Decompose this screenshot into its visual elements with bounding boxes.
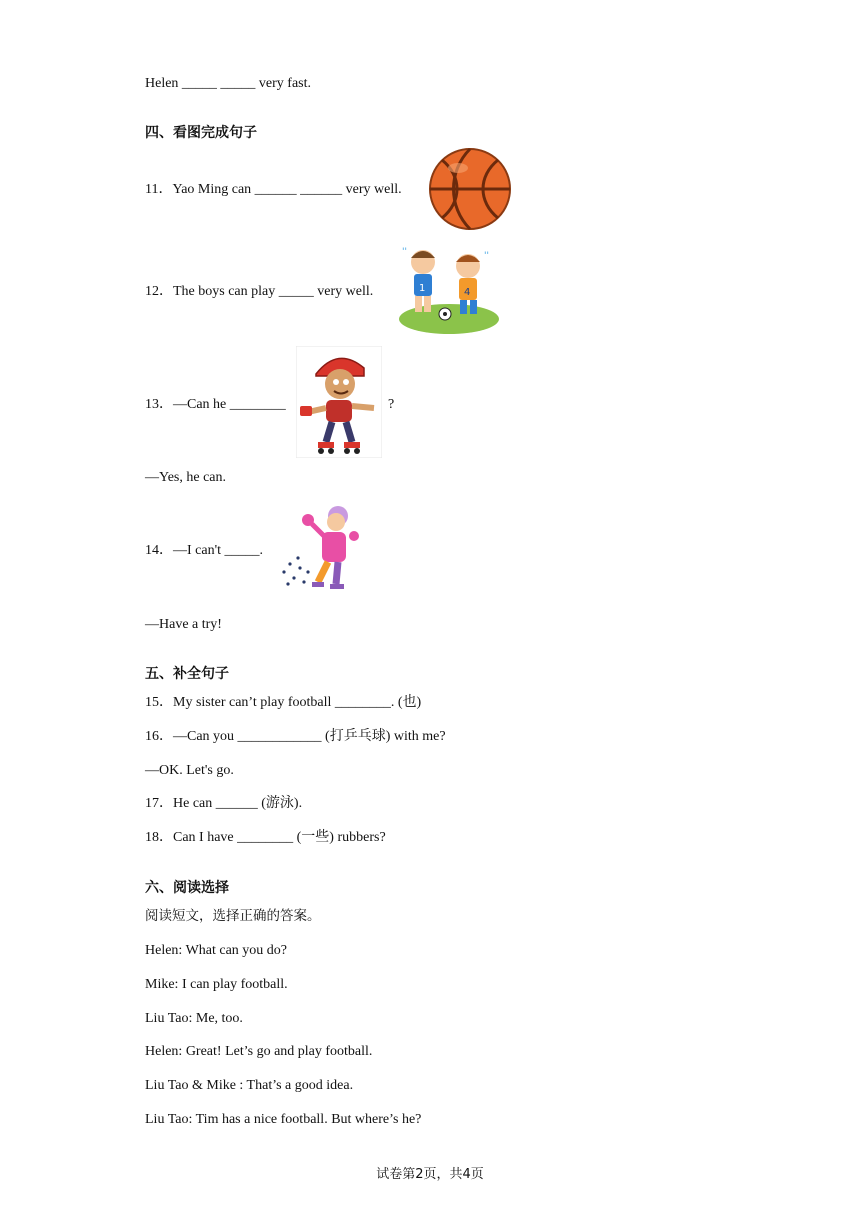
svg-text:'': '' [484, 251, 489, 261]
question-14: 14．—I can't _____. [145, 543, 264, 558]
answer-14: —Have a try! [145, 617, 222, 632]
section-6-heading: 六、阅读选择 [145, 880, 229, 896]
section-4-heading: 四、看图完成句子 [145, 125, 257, 141]
dialogue-line-3: Liu Tao: Me, too. [145, 1011, 243, 1026]
ice-skater-icon [278, 502, 360, 596]
question-17: 17．He can ______ (游泳). [145, 796, 303, 811]
boys-football-icon [398, 244, 500, 336]
dialogue-line-1: Helen: What can you do? [145, 943, 288, 958]
question-13: 13．—Can he ________ [145, 397, 286, 412]
dialogue-line-6: Liu Tao: Tim has a nice football. But where’s he? [145, 1112, 422, 1127]
roller-skater-icon [296, 346, 382, 458]
question-11: 11．Yao Ming can ______ ______ very well. [145, 182, 402, 197]
reading-instruction: 阅读短文，选择正确的答案。 [145, 908, 321, 924]
svg-text:'': '' [402, 247, 407, 257]
dialogue-line-2: Mike: I can play football. [145, 977, 288, 992]
dialogue-line-4: Helen: Great! Let’s go and play football. [145, 1044, 373, 1059]
answer-13: —Yes, he can. [145, 470, 227, 485]
svg-text:4: 4 [464, 287, 471, 298]
question-13-mark: ? [388, 397, 395, 412]
page-footer: 试卷第2页，共4页 [376, 1167, 484, 1182]
basketball-icon [428, 146, 512, 232]
answer-16: —OK. Let's go. [145, 763, 234, 778]
svg-text:1: 1 [419, 283, 426, 294]
sentence-helen: Helen _____ _____ very fast. [145, 76, 312, 91]
section-5-heading: 五、补全句子 [145, 666, 229, 682]
question-18: 18．Can I have ________ (一些) rubbers? [145, 830, 386, 845]
dialogue-line-5: Liu Tao & Mike : That’s a good idea. [145, 1078, 354, 1093]
question-16: 16．—Can you ____________ (打乒乓球) with me? [145, 729, 446, 744]
question-12: 12．The boys can play _____ very well. [145, 284, 374, 299]
question-15: 15．My sister can’t play football ________. (也) [145, 695, 422, 710]
